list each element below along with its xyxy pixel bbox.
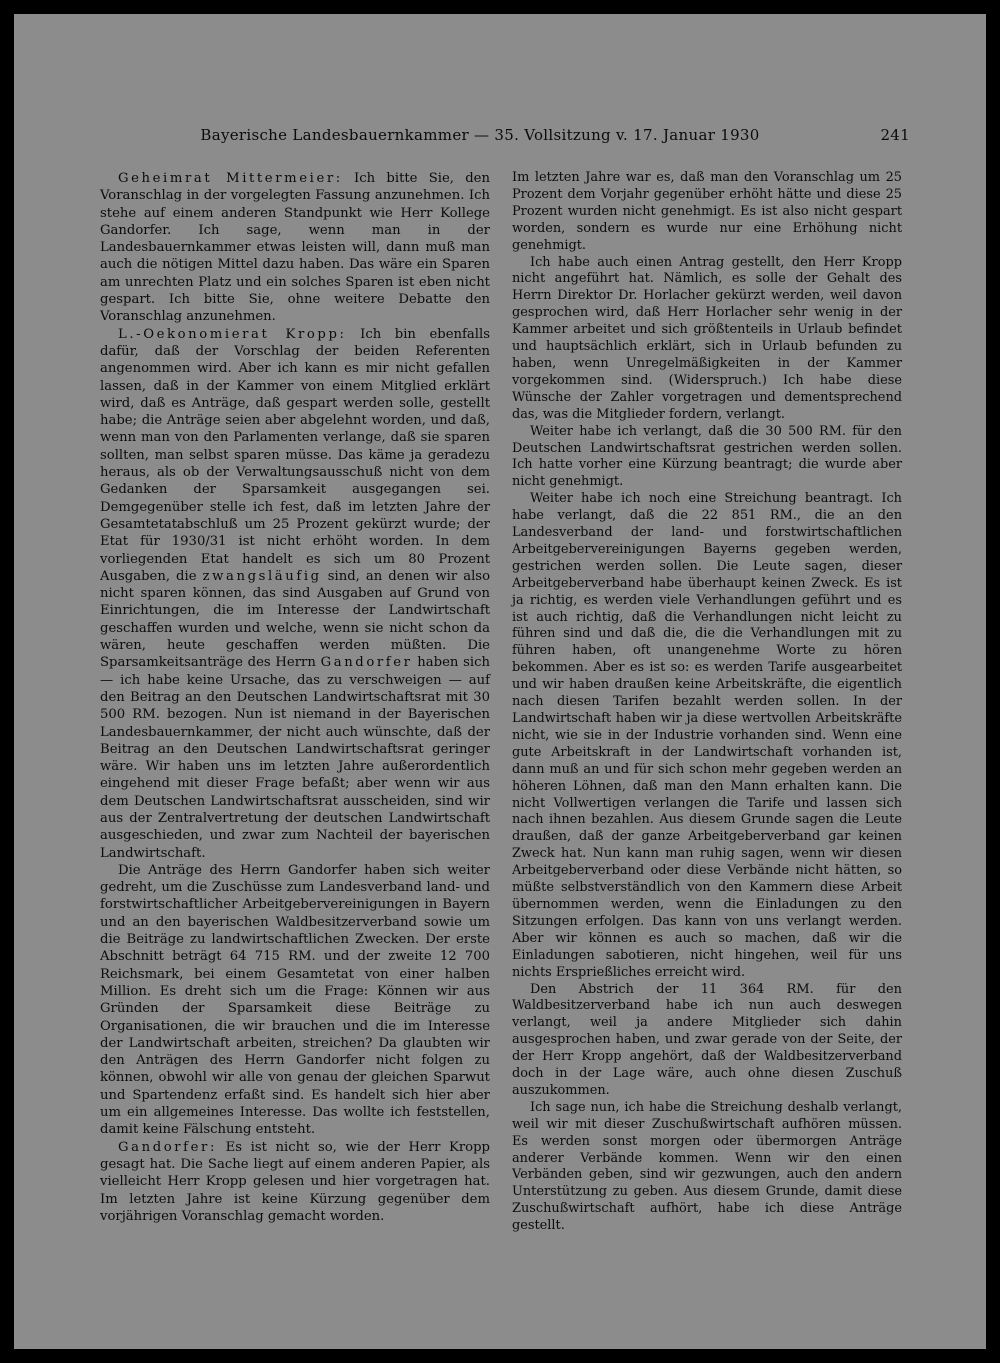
paragraph xyxy=(100,170,490,326)
paragraph xyxy=(100,1139,490,1225)
page-header xyxy=(110,126,910,150)
right-column xyxy=(512,170,902,1235)
speaker-name: Gandorfer: xyxy=(118,1139,218,1155)
paragraph-text: Ich bitte Sie, den Voranschlag in der vorgelegten Fassung anzunehmen. Ich stehe auf einem anderen Standpunkt wie Herr Kollege Gandorfer. Ich sage, wenn man in der Landesbauernkammer etwas leisten will, dann muß man auch die nötigen Mittel dazu haben. Das wäre ein Sparen am unrechten Platz und ein solches Sparen ist eben nicht gespart. Ich bitte Sie, ohne weitere Debatte den Voranschlag anzunehmen. xyxy=(100,171,490,325)
paragraph-text: Es ist nicht so, wie der Herr Kropp gesagt hat. Die Sache liegt auf einem anderen Papier, als vielleicht Herr Kropp gelesen und hier vorgetragen hat. Im letzten Jahre ist keine Kürzung gegenüber dem vorjährigen Voranschlag gemacht worden. xyxy=(100,1139,490,1224)
paragraph: Ich habe auch einen Antrag gestellt, den Herr Kropp nicht angeführt hat. Nämlich, es solle der Gehalt des Herrn Direktor Dr. Horlacher gekürzt werden, weil davon gesprochen wird, daß Herr Horlacher sehr wenig in der Kammer arbeitet und sich größtenteils in Urlaub befindet und hauptsächlich erklärt, sich in Urlaub befunden zu haben, wenn Unregelmäßigkeiten in der Kammer vorgekommen sind. (Widerspruch.) Ich habe diese Wünsche der Zahler vorgetragen und dementsprechend das, was die Mitglieder fordern, verlangt. xyxy=(512,254,902,422)
paragraph: Weiter habe ich noch eine Streichung beantragt. Ich habe verlangt, daß die 22 851 RM., die an den Landesverband der land- und forstwirtschaftlichen Arbeitgebervereinigungen Bayerns gegeben werden, gestrichen werden sollen. Die Leute sagen, dieser Arbeitgeberverband habe überhaupt keinen Zweck. Es ist ja richtig, es werden viele Verhandlungen geführt und es ist auch richtig, daß die Verhandlungen nicht leicht zu führen sind und daß die, die die Verhandlungen mit zu führen haben, oft unangenehme Worte zu hören bekommen. Aber es ist so: es werden Tarife ausgearbeitet und wir haben draußen keine Arbeitskräfte, die eigentlich nach diesen Tarifen bezahlt werden sollen. In der Landwirtschaft haben wir ja diese wertvollen Arbeitskräfte nicht, wie sie in der Industrie vorhanden sind. Wenn eine gute Arbeitskraft in der Landwirtschaft vorhanden ist, dann muß an und für sich schon mehr gegeben werden an höheren Löhnen, daß man den Mann erhalten kann. Die nicht Vollwertigen verlangen die Tarife und lassen sich nach ihnen bezahlen. Aus diesem Grunde sagen die Leute draußen, daß der ganze Arbeitgeberverband gar keinen Zweck hat. Nun kann man ruhig sagen, wenn wir diesen Arbeitgeberverband oder diese Verbände nicht hätten, so müßte selbstverständlich von den Kammern diese Arbeit übernommen werden, wenn die Einladungen zu den Sitzungen erfolgen. Das kann von uns verlangt werden. Aber wir können es auch so machen, daß wir die Einladungen sabotieren, nicht hingehen, weil für uns nichts Ersprießliches erreicht wird. xyxy=(512,491,902,980)
speaker-name: Geheimrat Mittermeier: xyxy=(118,171,343,186)
page-number: 241 xyxy=(880,126,910,144)
paragraph: Weiter habe ich verlangt, daß die 30 500 RM. für den Deutschen Landwirtschaftsrat gestrichen werden sollen. Ich hatte vorher eine Kürzung beantragt; die wurde aber nicht genehmigt. xyxy=(512,423,902,490)
paragraph-text: haben sich — ich habe keine Ursache, das zu verschweigen — auf den Beitrag an den Deutschen Landwirtschaftsrat mit 30 500 RM. bezogen. Nun ist niemand in der Bayerischen Landesbauernkammer, der nicht auch wünschte, daß der Beitrag an den Deutschen Landwirtschaftsrat geringer wäre. Wir haben uns im letzten Jahre außerordentlich eingehend mit dieser Frage befaßt; aber wenn wir aus dem Deutschen Landwirtschaftsrat ausscheiden, sind wir aus der Zentralvertretung der deutschen Landwirtschaft ausgeschieden, und zwar zum Nachteil der bayerischen Landwirtschaft. xyxy=(100,655,491,861)
speaker-name: L.-Oekonomierat Kropp: xyxy=(118,326,347,342)
document-page xyxy=(14,14,986,1349)
paragraph: Den Abstrich der 11 364 RM. für den Waldbesitzerverband habe ich nun auch deswegen verlangt, weil ja andere Mitglieder sich dahin ausgesprochen haben, und zwar gerade von der Seite, der der Herr Kropp angehört, daß der Waldbesitzerverband doch in der Lage wäre, auch ohne diesen Zuschuß auszukommen. xyxy=(512,981,902,1098)
emphasis-text: Gandorfer xyxy=(320,655,413,671)
emphasis-text: zwangsläufig xyxy=(202,568,322,584)
left-column xyxy=(100,170,490,1225)
paragraph: Die Anträge des Herrn Gandorfer haben sich weiter gedreht, um die Zuschüsse zum Landesverband land- und forstwirtschaftlicher Arbeitgebervereinigungen in Bayern und an den bayerischen Waldbesitzerverband sowie um die Beiträge zu landwirtschaftlichen Zwecken. Der erste Abschnitt beträgt 64 715 RM. und der zweite 12 700 Reichsmark, bei einem Gesamtetat von einer halben Million. Es dreht sich um die Frage: Können wir aus Gründen der Sparsamkeit diese Beiträge zu Organisationen, die wir brauchen und die im Interesse der Landwirtschaft arbeiten, streichen? Da glaubten wir den Anträgen des Herrn Gandorfer nicht folgen zu können, obwohl wir alle von genau der gleichen Sparwut und Spartendenz erfaßt sind. Es handelt sich hier aber um ein allgemeines Interesse. Das wollte ich feststellen, damit keine Fälschung entsteht. xyxy=(100,862,490,1138)
paragraph: Ich sage nun, ich habe die Streichung deshalb verlangt, weil wir mit dieser Zuschußwirtschaft aufhören müssen. Es werden sonst morgen oder übermorgen Anträge anderer Verbände kommen. Wenn wir den einen Verbänden geben, sind wir gezwungen, auch den andern Unterstützung zu geben. Aus diesem Grunde, damit diese Zuschußwirtschaft aufhört, habe ich diese Anträge gestellt. xyxy=(512,1099,902,1234)
running-title: Bayerische Landesbauernkammer — 35. Vollsitzung v. 17. Januar 1930 xyxy=(200,126,760,144)
paragraph xyxy=(100,326,490,862)
paragraph: Im letzten Jahre war es, daß man den Voranschlag um 25 Prozent dem Vorjahr gegenüber erhöht hätte und diese 25 Prozent wurden nicht genehmigt. Es ist also nicht gespart worden, sondern es wurde nur eine Erhöhung nicht genehmigt. xyxy=(512,170,902,253)
paragraph-text: sind, an denen wir also nicht sparen können, das sind Ausgaben auf Grund von Einrichtungen, die im Interesse der Landwirtschaft geschaffen wurden und welche, wenn sie nicht schon da wären, heute geschaffen werden müßten. Die Sparsamkeitsanträge des Herrn xyxy=(100,568,491,671)
paragraph-text: Ich bin ebenfalls dafür, daß der Vorschlag der beiden Referenten angenommen wird. Aber ich kann es mir nicht gefallen lassen, daß in der Kammer von einem Mitglied erklärt wird, daß es Anträge, daß gespart werden solle, gestellt habe; die Anträge seien aber abgelehnt worden, und daß, wenn man von den Parlamenten verlange, daß sie sparen sollten, man selbst sparen müsse. Das käme ja geradezu heraus, als ob der Verwaltungsausschuß nicht von dem Gedanken der Sparsamkeit ausgegangen sei. Demgegenüber stelle ich fest, daß im letzten Jahre der Gesamtetatabschluß um 25 Prozent gekürzt wurde; der Etat für 1930/31 ist nicht erhöht worden. In dem vorliegenden Etat handelt es sich um 80 Prozent Ausgaben, die xyxy=(100,326,490,584)
